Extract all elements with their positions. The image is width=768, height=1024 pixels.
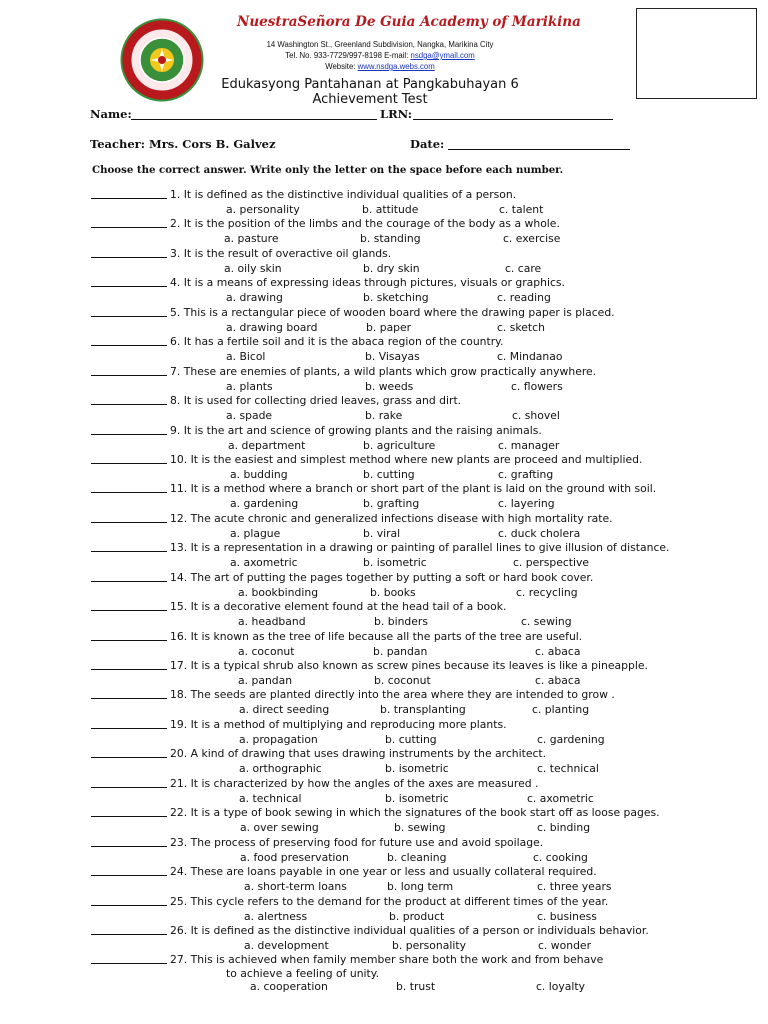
question-body: The process of preserving food for future use and avoid spoilage. bbox=[190, 835, 544, 849]
answer-blank[interactable] bbox=[91, 404, 167, 405]
question-2 bbox=[0, 216, 768, 245]
question-text bbox=[170, 865, 597, 878]
option-c: c. grafting bbox=[498, 467, 554, 481]
option-b: b. attitude bbox=[362, 203, 419, 216]
option-a: a. pandan bbox=[238, 674, 293, 687]
option-c: c. abaca bbox=[535, 674, 581, 687]
answer-blank[interactable] bbox=[91, 345, 167, 346]
question-10 bbox=[0, 452, 768, 481]
question-17 bbox=[0, 658, 768, 687]
option-b: b. sketching bbox=[363, 291, 429, 305]
question-body: The acute chronic and generalized infections disease with high mortality rate. bbox=[190, 511, 613, 525]
question-text bbox=[170, 747, 546, 760]
question-number: 20 . bbox=[170, 747, 191, 760]
question-number: 11 . bbox=[170, 482, 191, 495]
test-title: Achievement Test bbox=[312, 92, 428, 107]
answer-blank[interactable] bbox=[91, 728, 167, 729]
question-24 bbox=[0, 864, 768, 893]
option-b: b. standing bbox=[360, 232, 421, 246]
question-text bbox=[170, 512, 613, 525]
option-a: a. short-term loans bbox=[244, 880, 347, 894]
question-body: It is the art and science of growing plants and the raising animals. bbox=[183, 423, 542, 437]
answer-blank[interactable] bbox=[91, 551, 167, 552]
question-body: A kind of drawing that uses drawing instruments by the architect. bbox=[190, 747, 547, 761]
question-body: It is known as the tree of life because all the parts of the tree are useful. bbox=[190, 629, 583, 643]
question-body: This cycle refers to the demand for the product at different times of the year. bbox=[190, 894, 609, 908]
option-b: b. cutting bbox=[363, 467, 415, 481]
school-website bbox=[210, 62, 550, 71]
instructions: Choose the correct answer. Write only the letter on the space before each number. bbox=[92, 164, 564, 176]
option-b: b. weeds bbox=[365, 379, 414, 393]
question-text bbox=[170, 718, 507, 731]
question-20 bbox=[0, 746, 768, 775]
question-text bbox=[170, 659, 648, 672]
option-b: b. isometric bbox=[385, 791, 449, 805]
question-14 bbox=[0, 570, 768, 599]
option-a: a. technical bbox=[239, 791, 302, 805]
question-number: 15 . bbox=[170, 600, 191, 613]
answer-blank[interactable] bbox=[91, 492, 167, 493]
question-text bbox=[170, 188, 516, 201]
option-c: c. layering bbox=[498, 497, 555, 511]
question-25 bbox=[0, 894, 768, 923]
option-c: c. sewing bbox=[521, 615, 572, 629]
option-b: b. books bbox=[370, 585, 416, 599]
question-body: It is characterized by how the angles of the axes are measured . bbox=[190, 776, 539, 790]
question-text bbox=[170, 217, 560, 230]
answer-blank[interactable] bbox=[91, 787, 167, 788]
option-a: a. orthographic bbox=[239, 762, 322, 776]
question-body: These are loans payable in one year or less and usually collateral required. bbox=[190, 865, 597, 879]
lrn-label: LRN: bbox=[380, 107, 412, 121]
teacher-label: Teacher: Mrs. Cors B. Galvez bbox=[90, 137, 276, 151]
answer-blank[interactable] bbox=[91, 316, 167, 317]
question-body: It is a method where a branch or short part of the plant is laid on the ground with soil. bbox=[190, 482, 657, 496]
option-a: a. headband bbox=[238, 615, 306, 629]
question-body: It is defined as the distinctive individual qualities of a person. bbox=[183, 188, 517, 201]
contact-text: Tel. No. 933-7729/997-8198 E-mail: bbox=[285, 51, 411, 60]
question-number: 17 . bbox=[170, 659, 191, 672]
option-a: a. cooperation bbox=[250, 980, 328, 994]
option-a: a. gardening bbox=[230, 497, 299, 511]
option-b: b. cutting bbox=[385, 732, 437, 746]
question-number: 16 . bbox=[170, 630, 191, 643]
question-body: This is a rectangular piece of wooden board where the drawing paper is placed. bbox=[183, 305, 615, 319]
answer-blank[interactable] bbox=[91, 905, 167, 906]
question-body: It is used for collecting dried leaves, grass and dirt. bbox=[183, 394, 462, 408]
option-c: c. axometric bbox=[527, 791, 594, 805]
option-a: a. budding bbox=[230, 467, 288, 481]
option-c: c. shovel bbox=[512, 409, 560, 423]
option-b: b. agriculture bbox=[363, 438, 436, 452]
photo-box bbox=[636, 8, 757, 99]
question-number: 8 . bbox=[170, 394, 184, 407]
option-b: b. binders bbox=[374, 615, 428, 629]
answer-blank[interactable] bbox=[91, 434, 167, 435]
option-c: c. care bbox=[505, 261, 542, 275]
answer-blank[interactable] bbox=[91, 610, 167, 611]
option-a: a. personality bbox=[226, 203, 300, 216]
question-body: It is a typical shrub also known as screw pines because its leaves is like a pineapple. bbox=[190, 659, 648, 672]
option-a: a. development bbox=[244, 938, 329, 952]
question-number: 13 . bbox=[170, 541, 191, 554]
question-number: 22 . bbox=[170, 806, 191, 819]
question-13 bbox=[0, 540, 768, 569]
question-7 bbox=[0, 364, 768, 393]
option-c: c. three years bbox=[537, 880, 612, 894]
option-c: c. binding bbox=[537, 821, 591, 835]
question-number: 9 . bbox=[170, 424, 184, 437]
question-8 bbox=[0, 393, 768, 422]
option-c: c. reading bbox=[497, 291, 551, 305]
question-body: It is a type of book sewing in which the signatures of the book start off as loose pages. bbox=[190, 806, 660, 820]
question-text bbox=[170, 895, 608, 908]
question-number: 24 . bbox=[170, 865, 191, 878]
option-c: c. business bbox=[537, 909, 597, 923]
question-body: It is a representation in a drawing or painting of parallel lines to give illusion of distance. bbox=[190, 541, 670, 555]
option-c: c. loyalty bbox=[536, 980, 586, 994]
question-15 bbox=[0, 599, 768, 628]
question-number: 10 . bbox=[170, 453, 191, 466]
question-1 bbox=[0, 187, 768, 216]
option-c: c. Mindanao bbox=[497, 350, 563, 364]
question-text bbox=[170, 571, 593, 584]
answer-blank[interactable] bbox=[91, 227, 167, 228]
option-b: b. isometric bbox=[385, 762, 449, 776]
option-a: a. oily skin bbox=[224, 261, 282, 275]
option-b: b. trust bbox=[396, 980, 436, 994]
question-3 bbox=[0, 246, 768, 275]
question-text bbox=[170, 806, 660, 819]
answer-blank[interactable] bbox=[91, 816, 167, 817]
option-b: b. grafting bbox=[363, 497, 420, 511]
option-b: b. viral bbox=[363, 526, 401, 540]
question-text bbox=[170, 836, 543, 849]
question-27 bbox=[0, 952, 768, 996]
question-text bbox=[170, 924, 649, 937]
question-number: 2 . bbox=[170, 217, 184, 230]
option-c: c. abaca bbox=[535, 644, 581, 658]
question-19 bbox=[0, 717, 768, 746]
question-22 bbox=[0, 805, 768, 834]
website-label: Website: bbox=[325, 62, 358, 71]
option-b: b. Visayas bbox=[365, 350, 420, 364]
answer-blank[interactable] bbox=[91, 463, 167, 464]
question-text bbox=[170, 777, 538, 790]
option-c: c. manager bbox=[498, 438, 560, 452]
option-b: b. personality bbox=[392, 938, 466, 952]
option-a: a. food preservation bbox=[240, 850, 349, 864]
question-text bbox=[170, 335, 503, 348]
option-a: a. drawing bbox=[226, 291, 283, 305]
option-b: b. long term bbox=[387, 880, 454, 894]
option-a: a. direct seeding bbox=[239, 703, 330, 717]
question-text bbox=[170, 276, 565, 289]
option-c: c. flowers bbox=[511, 379, 563, 393]
option-a: a. spade bbox=[226, 409, 273, 423]
question-number: 6 . bbox=[170, 335, 184, 348]
option-b: b. pandan bbox=[373, 644, 428, 658]
question-text bbox=[170, 424, 542, 437]
question-number: 3 . bbox=[170, 247, 184, 260]
option-a: a. over sewing bbox=[240, 821, 319, 835]
question-23 bbox=[0, 835, 768, 864]
question-number: 21 . bbox=[170, 777, 191, 790]
question-continuation: to achieve a feeling of unity. bbox=[226, 967, 380, 981]
option-c: c. technical bbox=[537, 762, 599, 776]
question-text bbox=[170, 247, 391, 260]
option-b: b. transplanting bbox=[380, 703, 466, 717]
option-b: b. rake bbox=[365, 409, 403, 423]
question-number: 25 . bbox=[170, 895, 191, 908]
option-a: a. alertness bbox=[244, 909, 308, 923]
school-contact bbox=[210, 51, 550, 60]
option-c: c. recycling bbox=[516, 585, 578, 599]
answer-blank[interactable] bbox=[91, 875, 167, 876]
question-5 bbox=[0, 305, 768, 334]
question-number: 23 . bbox=[170, 836, 191, 849]
option-c: c. sketch bbox=[497, 320, 545, 334]
answer-blank[interactable] bbox=[91, 698, 167, 699]
question-text bbox=[170, 453, 642, 466]
option-a: a. bookbinding bbox=[238, 585, 319, 599]
question-number: 18 . bbox=[170, 688, 191, 701]
question-number: 1 . bbox=[170, 188, 184, 201]
answer-blank[interactable] bbox=[91, 257, 167, 258]
option-b: b. sewing bbox=[394, 821, 446, 835]
question-21 bbox=[0, 776, 768, 805]
question-number: 14 . bbox=[170, 571, 191, 584]
question-body: These are enemies of plants, a wild plants which grow practically anywhere. bbox=[183, 364, 597, 378]
answer-blank[interactable] bbox=[91, 757, 167, 758]
option-b: b. cleaning bbox=[387, 850, 447, 864]
question-4 bbox=[0, 275, 768, 304]
option-a: a. Bicol bbox=[226, 350, 266, 364]
option-b: b. isometric bbox=[363, 556, 427, 570]
question-number: 5 . bbox=[170, 306, 184, 319]
option-c: c. talent bbox=[499, 203, 544, 216]
option-b: b. product bbox=[389, 909, 445, 923]
answer-blank[interactable] bbox=[91, 640, 167, 641]
school-name: NuestraSeñora De Guia Academy of Marikina bbox=[237, 14, 581, 30]
question-body: It has a fertile soil and it is the abaca region of the country. bbox=[183, 335, 504, 349]
option-c: c. planting bbox=[532, 703, 590, 717]
question-text bbox=[170, 306, 615, 319]
option-b: b. dry skin bbox=[363, 261, 420, 275]
option-b: b. coconut bbox=[374, 674, 431, 687]
date-line[interactable] bbox=[448, 149, 630, 150]
website-link[interactable]: www.nsdga.webs.com bbox=[357, 62, 435, 71]
question-16 bbox=[0, 629, 768, 658]
lrn-line[interactable] bbox=[413, 119, 613, 120]
question-body: It is a decorative element found at the head tail of a book. bbox=[190, 600, 507, 614]
option-c: c. cooking bbox=[533, 850, 588, 864]
question-body: The art of putting the pages together by putting a soft or hard book cover. bbox=[190, 570, 594, 584]
question-number: 26 . bbox=[170, 924, 191, 937]
question-9 bbox=[0, 423, 768, 452]
answer-blank[interactable] bbox=[91, 963, 167, 964]
answer-blank[interactable] bbox=[91, 198, 167, 199]
email-link[interactable]: nsdga@ymail.com bbox=[410, 51, 475, 60]
question-text bbox=[170, 541, 669, 554]
question-number: 27 . bbox=[170, 953, 191, 966]
answer-blank[interactable] bbox=[91, 581, 167, 582]
answer-blank[interactable] bbox=[91, 522, 167, 523]
question-text bbox=[170, 394, 461, 407]
option-c: c. perspective bbox=[513, 556, 590, 570]
answer-blank[interactable] bbox=[91, 375, 167, 376]
name-label: Name: bbox=[90, 107, 132, 121]
question-number: 19 . bbox=[170, 718, 191, 731]
question-6 bbox=[0, 334, 768, 363]
question-body: This is achieved when family member share both the work and from behave bbox=[190, 953, 604, 967]
option-c: c. wonder bbox=[538, 938, 592, 952]
question-body: It is defined as the distinctive individual qualities of a person or individuals behavior. bbox=[190, 923, 649, 937]
question-text bbox=[170, 953, 603, 966]
option-a: a. drawing board bbox=[226, 320, 318, 334]
option-a: a. department bbox=[228, 438, 306, 452]
question-number: 12 . bbox=[170, 512, 191, 525]
option-c: c. exercise bbox=[503, 232, 561, 246]
answer-blank[interactable] bbox=[91, 934, 167, 935]
question-body: It is the easiest and simplest method where new plants are proceed and multiplied. bbox=[190, 452, 643, 466]
option-a: a. propagation bbox=[239, 732, 318, 746]
question-number: 7 . bbox=[170, 365, 184, 378]
option-c: c. gardening bbox=[537, 732, 605, 746]
school-address: 14 Washington St., Greenland Subdivision, Nangka, Marikina City bbox=[266, 40, 494, 49]
question-body: It is the position of the limbs and the courage of the body as a whole. bbox=[183, 217, 560, 231]
question-12 bbox=[0, 511, 768, 540]
option-b: b. paper bbox=[366, 320, 412, 334]
question-text bbox=[170, 630, 582, 643]
option-a: a. pasture bbox=[224, 232, 279, 246]
question-11 bbox=[0, 481, 768, 510]
question-text bbox=[170, 688, 615, 701]
question-body: It is a means of expressing ideas through pictures, visuals or graphics. bbox=[183, 276, 565, 290]
option-a: a. coconut bbox=[238, 644, 295, 658]
answer-blank[interactable] bbox=[91, 286, 167, 287]
question-18 bbox=[0, 687, 768, 716]
question-text bbox=[170, 365, 596, 378]
question-body: It is a method of multiplying and reproducing more plants. bbox=[190, 717, 507, 731]
option-a: a. axometric bbox=[230, 556, 298, 570]
option-a: a. plague bbox=[230, 526, 281, 540]
question-body: It is the result of overactive oil glands. bbox=[183, 246, 392, 260]
question-26 bbox=[0, 923, 768, 952]
option-a: a. plants bbox=[226, 379, 273, 393]
date-label: Date: bbox=[410, 137, 445, 151]
question-text bbox=[170, 600, 506, 613]
answer-blank[interactable] bbox=[91, 669, 167, 670]
question-list bbox=[0, 187, 768, 996]
question-body: The seeds are planted directly into the area where they are intended to grow . bbox=[190, 688, 615, 702]
subject-title: Edukasyong Pantahanan at Pangkabuhayan 6 bbox=[221, 77, 519, 92]
name-line[interactable] bbox=[131, 119, 377, 120]
option-c: c. duck cholera bbox=[498, 526, 581, 540]
question-text bbox=[170, 482, 656, 495]
answer-blank[interactable] bbox=[91, 846, 167, 847]
question-number: 4 . bbox=[170, 276, 184, 289]
